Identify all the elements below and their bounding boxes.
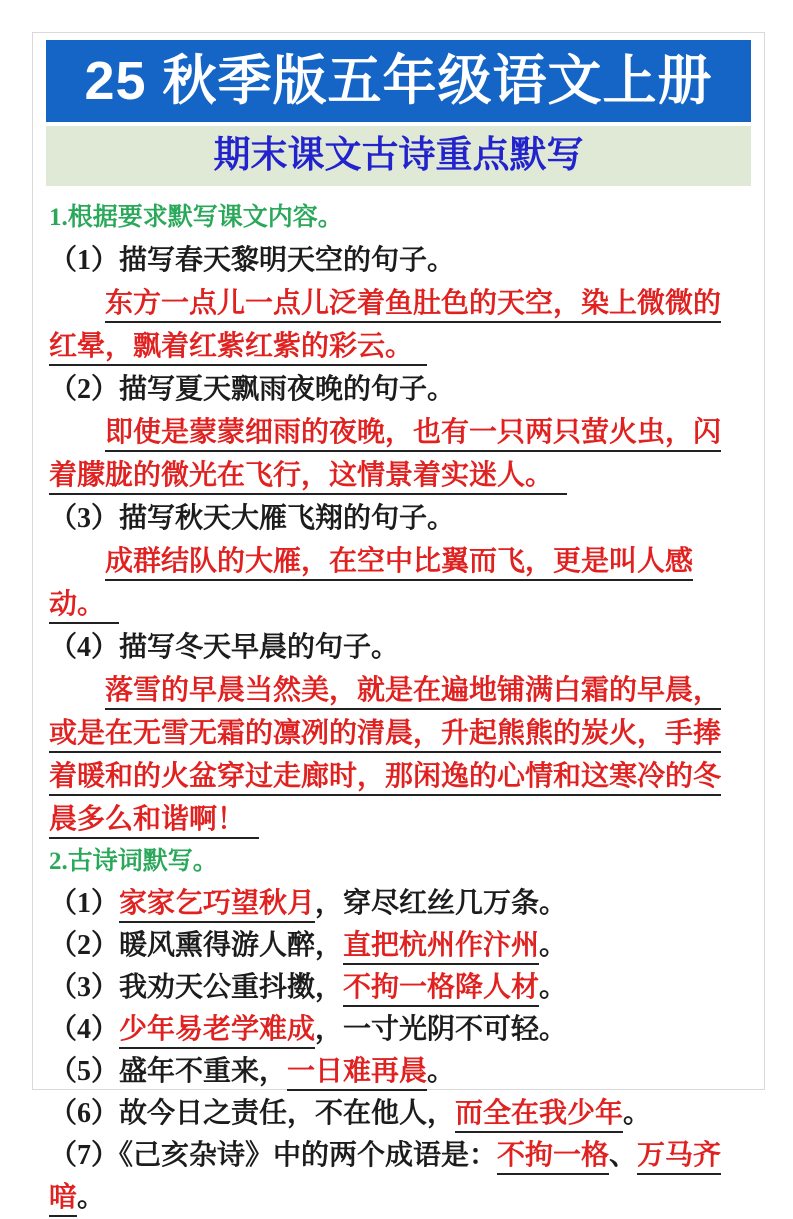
poem-text-segment: 。	[539, 930, 568, 961]
poem-text-segment: 。	[623, 1098, 652, 1129]
question-line: （2）描写夏天飘雨夜晚的句子。	[49, 374, 456, 405]
poem-text-segment: 。	[427, 1056, 456, 1087]
poem-answer-segment: 不拘一格	[497, 1140, 609, 1175]
poem-text-segment: 。	[77, 1182, 106, 1213]
poem-text-segment: 。	[539, 972, 568, 1003]
subtitle-banner	[46, 126, 751, 186]
poem-answer-segment: 而全在我少年	[455, 1098, 623, 1133]
section1-items	[49, 239, 748, 841]
poem-text-segment: （6）故今日之责任，不在他人，	[49, 1098, 456, 1129]
document-body	[46, 186, 751, 1219]
page-subtitle: 期末课文古诗重点默写	[213, 135, 584, 176]
poem-text-segment: 、	[609, 1140, 638, 1171]
answer-text: 成群结队的大雁，在空中比翼而飞，更是叫人感动。	[49, 546, 693, 624]
poem-line	[49, 883, 748, 925]
section2-items	[49, 883, 748, 1219]
section2-heading: 2.古诗词默写。	[49, 848, 218, 875]
answer-line	[49, 411, 748, 497]
poem-text-segment: （2）暖风熏得游人醉，	[49, 930, 344, 961]
poem-answer-segment: 直把杭州作汴州	[343, 930, 539, 965]
page-title: 25 秋季版五年级语文上册	[84, 51, 713, 111]
section1-heading: 1.根据要求默写课文内容。	[49, 204, 343, 231]
answer-line	[49, 540, 748, 626]
answer-text: 即使是蒙蒙细雨的夜晚，也有一只两只萤火虫，闪着朦胧的微光在飞行，这情景着实迷人。	[49, 417, 721, 495]
document-page	[32, 32, 765, 1213]
poem-answer-segment: 万马齐喑	[49, 1140, 721, 1217]
poem-answer-segment: 少年易老学难成	[119, 1014, 315, 1049]
poem-answer-segment: 一日难再晨	[287, 1056, 427, 1091]
poem-line	[49, 1009, 748, 1051]
poem-text-segment: （7）《己亥杂诗》中的两个成语是：	[49, 1140, 498, 1171]
answer-text: 落雪的早晨当然美，就是在遍地铺满白霜的早晨，或是在无雪无霜的凛冽的清晨，升起熊熊的炭火，手捧着暖和的火盆穿过走廊时，那闲逸的心情和这寒冷的冬晨多么和谐啊！	[49, 675, 721, 839]
question-line: （4）描写冬天早晨的句子。	[49, 632, 400, 663]
poem-text-segment: （3）我劝天公重抖擞，	[49, 972, 344, 1003]
poem-text-segment: ，一寸光阴不可轻。	[315, 1014, 568, 1045]
poem-line	[49, 1051, 748, 1093]
title-banner	[46, 40, 751, 122]
poem-answer-segment: 家家乞巧望秋月	[119, 888, 315, 923]
poem-line	[49, 1135, 748, 1219]
poem-line	[49, 1093, 748, 1135]
answer-line	[49, 669, 748, 841]
answer-text: 东方一点儿一点儿泛着鱼肚色的天空，染上微微的红晕，飘着红紫红紫的彩云。	[49, 288, 721, 366]
poem-text-segment: （5）盛年不重来，	[49, 1056, 288, 1087]
poem-line	[49, 925, 748, 967]
poem-text-segment: （1）	[49, 888, 120, 919]
poem-answer-segment: 不拘一格降人材	[343, 972, 539, 1007]
question-line: （1）描写春天黎明天空的句子。	[49, 245, 456, 276]
answer-line	[49, 282, 748, 368]
poem-text-segment: （4）	[49, 1014, 120, 1045]
poem-line	[49, 967, 748, 1009]
poem-text-segment: ，穿尽红丝几万条。	[315, 888, 568, 919]
question-line: （3）描写秋天大雁飞翔的句子。	[49, 503, 456, 534]
